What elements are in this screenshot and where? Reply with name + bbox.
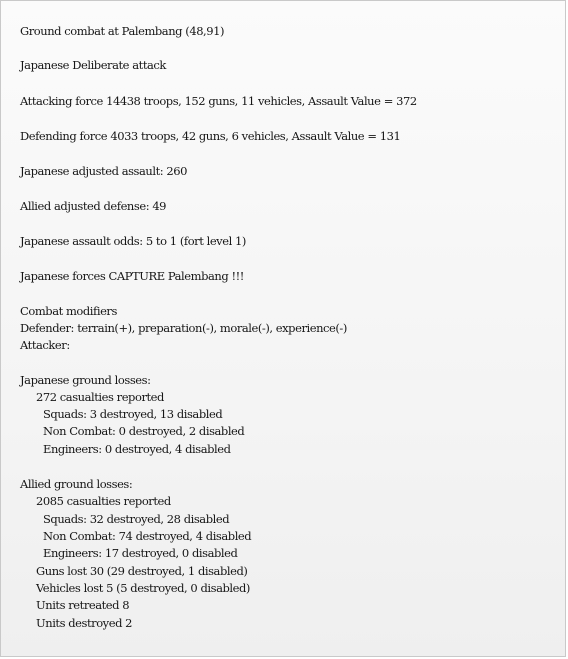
attack-type: Japanese Deliberate attack [20, 58, 166, 72]
assault-odds: Japanese assault odds: 5 to 1 (fort level 1) [20, 234, 246, 248]
allied-non-combat: Non Combat: 74 destroyed, 4 disabled [43, 529, 252, 543]
defending-force: Defending force 4033 troops, 42 guns, 6 vehicles, Assault Value = 131 [20, 129, 401, 143]
japanese-squads: Squads: 3 destroyed, 13 disabled [43, 407, 223, 421]
allied-engineers: Engineers: 17 destroyed, 0 disabled [43, 546, 238, 560]
attacking-force: Attacking force 14438 troops, 152 guns, 11 vehicles, Assault Value = 372 [20, 94, 417, 108]
allied-casualties: 2085 casualties reported [36, 494, 171, 508]
adjusted-assault: Japanese adjusted assault: 260 [20, 164, 187, 178]
adjusted-defense: Allied adjusted defense: 49 [20, 199, 167, 213]
allied-guns-lost: Guns lost 30 (29 destroyed, 1 disabled) [36, 564, 248, 578]
allied-vehicles-lost: Vehicles lost 5 (5 destroyed, 0 disabled) [36, 581, 250, 595]
allied-losses-title: Allied ground losses: [20, 477, 133, 491]
allied-units-destroyed: Units destroyed 2 [36, 616, 133, 630]
attacker-modifiers: Attacker: [20, 338, 70, 352]
allied-units-retreated: Units retreated 8 [36, 598, 130, 612]
defender-modifiers: Defender: terrain(+), preparation(-), morale(-), experience(-) [20, 321, 347, 335]
combat-result: Japanese forces CAPTURE Palembang !!! [20, 269, 244, 283]
japanese-non-combat: Non Combat: 0 destroyed, 2 disabled [43, 424, 245, 438]
japanese-engineers: Engineers: 0 destroyed, 4 disabled [43, 442, 231, 456]
japanese-casualties: 272 casualties reported [36, 390, 164, 404]
combat-header: Ground combat at Palembang (48,91) [20, 24, 225, 38]
allied-squads: Squads: 32 destroyed, 28 disabled [43, 512, 230, 526]
modifiers-title: Combat modifiers [20, 304, 117, 318]
japanese-losses-title: Japanese ground losses: [20, 373, 151, 387]
